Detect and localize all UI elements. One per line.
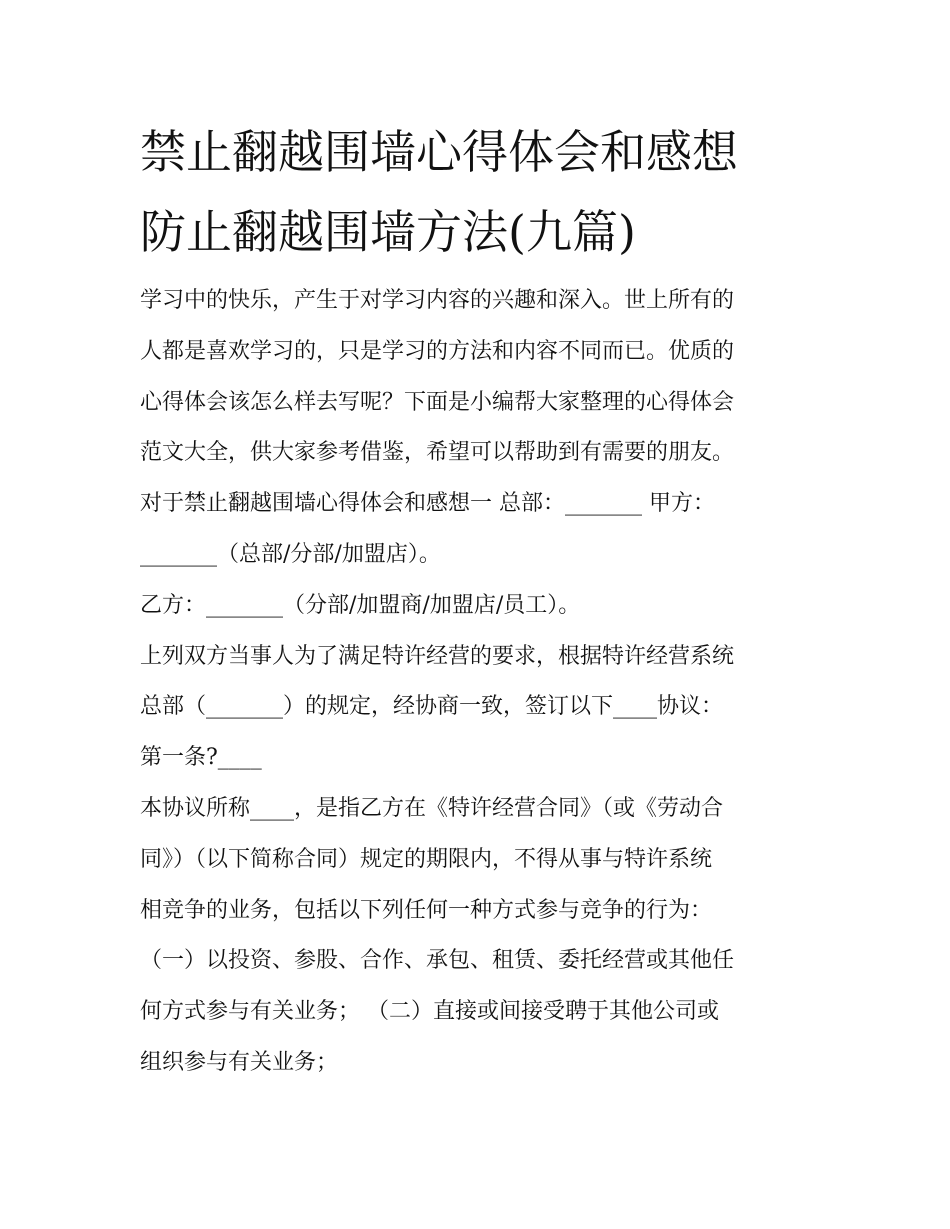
body-line: 心得体会该怎么样去写呢？下面是小编帮大家整理的心得体会 — [140, 389, 735, 415]
body-line: 人都是喜欢学习的，只是学习的方法和内容不同而已。优质的 — [140, 338, 735, 364]
body-line: 第一条?____ — [140, 745, 262, 771]
title-line-2: 防止翻越围墙方法(九篇) — [140, 205, 636, 259]
body-line: 总部（_______）的规定，经协商一致，签订以下____协议： — [140, 694, 724, 720]
body-line: 同》）（以下简称合同）规定的期限内，不得从事与特许系统 — [140, 846, 713, 872]
body-line: 范文大全，供大家参考借鉴，希望可以帮助到有需要的朋友。 — [140, 440, 735, 466]
body-line: 本协议所称____，是指乙方在《特许经营合同》（或《劳动合 — [140, 795, 724, 821]
body-line: （一）以投资、参股、合作、承包、租赁、委托经营或其他任 — [140, 948, 735, 974]
body-line: 组织参与有关业务； — [140, 1049, 339, 1075]
body-line: 对于禁止翻越围墙心得体会和感想一 总部：_______ 甲方： — [140, 491, 715, 517]
body-line: 相竞争的业务，包括以下列任何一种方式参与竞争的行为： — [140, 897, 713, 923]
document-body — [140, 276, 820, 1089]
body-line: _______（总部/分部/加盟店）。 — [140, 541, 441, 567]
title-line-1: 禁止翻越围墙心得体会和感想 — [140, 125, 738, 179]
body-line: 乙方：_______（分部/加盟商/加盟店/员工）。 — [140, 592, 581, 618]
body-line: 何方式参与有关业务； （二）直接或间接受聘于其他公司或 — [140, 999, 719, 1025]
body-line: 上列双方当事人为了满足特许经营的要求，根据特许经营系统 — [140, 643, 735, 669]
body-line: 学习中的快乐，产生于对学习内容的兴趣和深入。世上所有的 — [140, 288, 735, 313]
document-title — [140, 112, 840, 272]
